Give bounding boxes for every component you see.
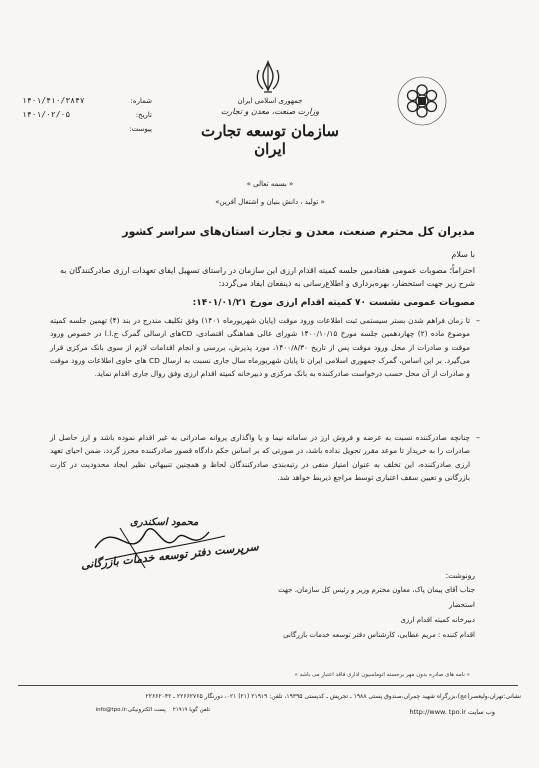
authenticity-note: « نامه های صادره بدون مهر برجسته اتوماسیون اداری فاقد اعتبار می باشد » xyxy=(294,672,470,678)
footer-contact xyxy=(30,707,210,713)
ministry-label: وزارت صنعت، معدن و تجارت xyxy=(220,107,320,116)
letter-attachment-label: پیوست: xyxy=(129,125,152,133)
letter-date-label: تاریخ: xyxy=(135,111,152,119)
footer-website[interactable]: وب سایت http://www. tpo.ir xyxy=(409,708,495,716)
letter-attachment-row xyxy=(22,122,152,136)
recipient: مدیران کل محترم صنعت، معدن و تجارت استان‌های سراسر کشور xyxy=(122,225,475,238)
organization-name: سازمان توسعه تجارت ایران xyxy=(200,122,339,158)
decision-item-text: چنانچه صادرکننده نسبت به عرضه و فروش ارز در سامانه نیما و یا واگذاری پروانه صادراتی به غیر اقدام نموده باشد و ارز حاصل از صادرات را به خریدار تا موعد مقرر تحویل نداده باشد، در صورتی که بر اساس حکم دادگاه قصور صادرکننده محرز گردد، ضمن احیای تعهد ارزی صادرکننده، این تخلف به عنوان امتیاز منفی در رتبه‌بندی صادرکنندگان لحاظ و همچنین تنبیهاتی نظیر ایجاد محدودیت در کارت بازرگانی و تعیین سقف اعتباری توسط مراجع ذیربط خواهد شد. xyxy=(50,433,470,482)
footer-callcenter: تلفن گویا ۲۱۹۱۹ xyxy=(172,707,210,713)
invocation: « بسمه تعالی » xyxy=(246,180,294,188)
header-center xyxy=(190,97,350,158)
letter-number: ۱۴۰۱/۴۱۰/۳۸۴۷ xyxy=(22,96,85,105)
greeting: با سلام xyxy=(451,250,475,259)
footer-email[interactable]: پست الکترونیکی:info@tpo.ir xyxy=(95,707,166,713)
cc-line: دبیرخانه کمیته اقدام ارزی xyxy=(400,616,475,624)
intro-paragraph: احتراماً؛ مصوبات عمومی هفتادمین جلسه کمیته اقدام ارزی این سازمان در راستای تسهیل ایفای تعهدات ارزی صادرکنندگان به شرح زیر جهت استحضار، بهره‌برداری و اطلاع‌رسانی به ذینفعان ایفاد می‌گردد: xyxy=(60,266,475,288)
letter-date: ۱۴۰۱/۰۲/۰۵ xyxy=(22,110,71,119)
bullet-dash-icon: – xyxy=(476,316,480,325)
decision-item xyxy=(50,431,480,484)
letter-number-row xyxy=(22,94,152,108)
bullet-dash-icon: – xyxy=(476,433,480,442)
footer-address: نشانی:تهران،ولیعصر(عج)،بزرگراه شهید چمران،صندوق پستی ۱۹۸۸ ـ تجریش ـ کدپستی ۱۹۳۹۵، تلفن: ۲۱۹۱۹ (۲۱) ۰۲۱، دورنگار ۲۲۶۶۲۷۶۵ ـ ۲۲۶۶۲۰۴۲ xyxy=(145,693,521,700)
footer-divider xyxy=(18,685,518,686)
cc-heading: رونوشت: xyxy=(445,571,475,580)
cc-line: جناب آقای پیمان پاک، معاون محترم وزیر و رئیس کل سازمان، جهت xyxy=(278,586,475,594)
cc-line: استحضار xyxy=(448,601,475,609)
iran-emblem-icon xyxy=(253,60,283,94)
decision-title: مصوبات عمومی نشست ۷۰ کمیته اقدام ارزی مورخ ۱۴۰۱/۰۱/۲۱: xyxy=(192,298,475,308)
letter-number-label: شماره: xyxy=(130,97,152,105)
signatory-name: محمود اسکندری xyxy=(130,517,199,528)
signatory-title: سرپرست دفتر توسعه خدمات بازرگانی xyxy=(80,540,260,572)
decision-item-text: تا زمان فراهم شدن بستر سیستمی ثبت اطلاعات ورود موقت (پایان شهریورماه ۱۴۰۱) وفق تکلیف مندرج در بند (۴) تهمین جلسه کمیته موضوع ماده (۲) چهاردهمین جلسه مورخ ۱۴۰۰/۱۰/۱۵ شورای عالی هماهنگی اقتصادی، CDهای ارسالی گمرک ج.ا.ا در خصوص ورود موقت و صادرات از محل ورود موقت پس از تاریخ ۱۴۰۰/۸/۳۰، مورد پذیرش، بررسی و انجام اقدامات لازم از سوی بانک مرکزی قرار می‌گیرد. بر این اساس، گمرک جمهوری اسلامی ایران تا پایان شهریورماه سال جاری نسبت به ارسال CD های حاوی اطلاعات ورود موقت و صادرات از آن محل حسب درخواست صادرکننده به بانک مرکزی و دبیرخانه کمیته اقدام ارزی وفق روال جاری اقدام نماید. xyxy=(50,316,471,379)
year-slogan: « تولید ، دانش بنیان و اشتغال آفرین» xyxy=(215,198,325,206)
letter-date-row xyxy=(22,108,152,122)
tpo-logo-icon xyxy=(396,74,448,132)
decision-item xyxy=(50,314,480,380)
republic-label: جمهوری اسلامی ایران xyxy=(237,97,303,105)
cc-line: اقدام کننده : مریم عطایی، کارشناس دفتر توسعه خدمات بازرگانی xyxy=(283,631,475,639)
letter-meta xyxy=(22,94,152,136)
